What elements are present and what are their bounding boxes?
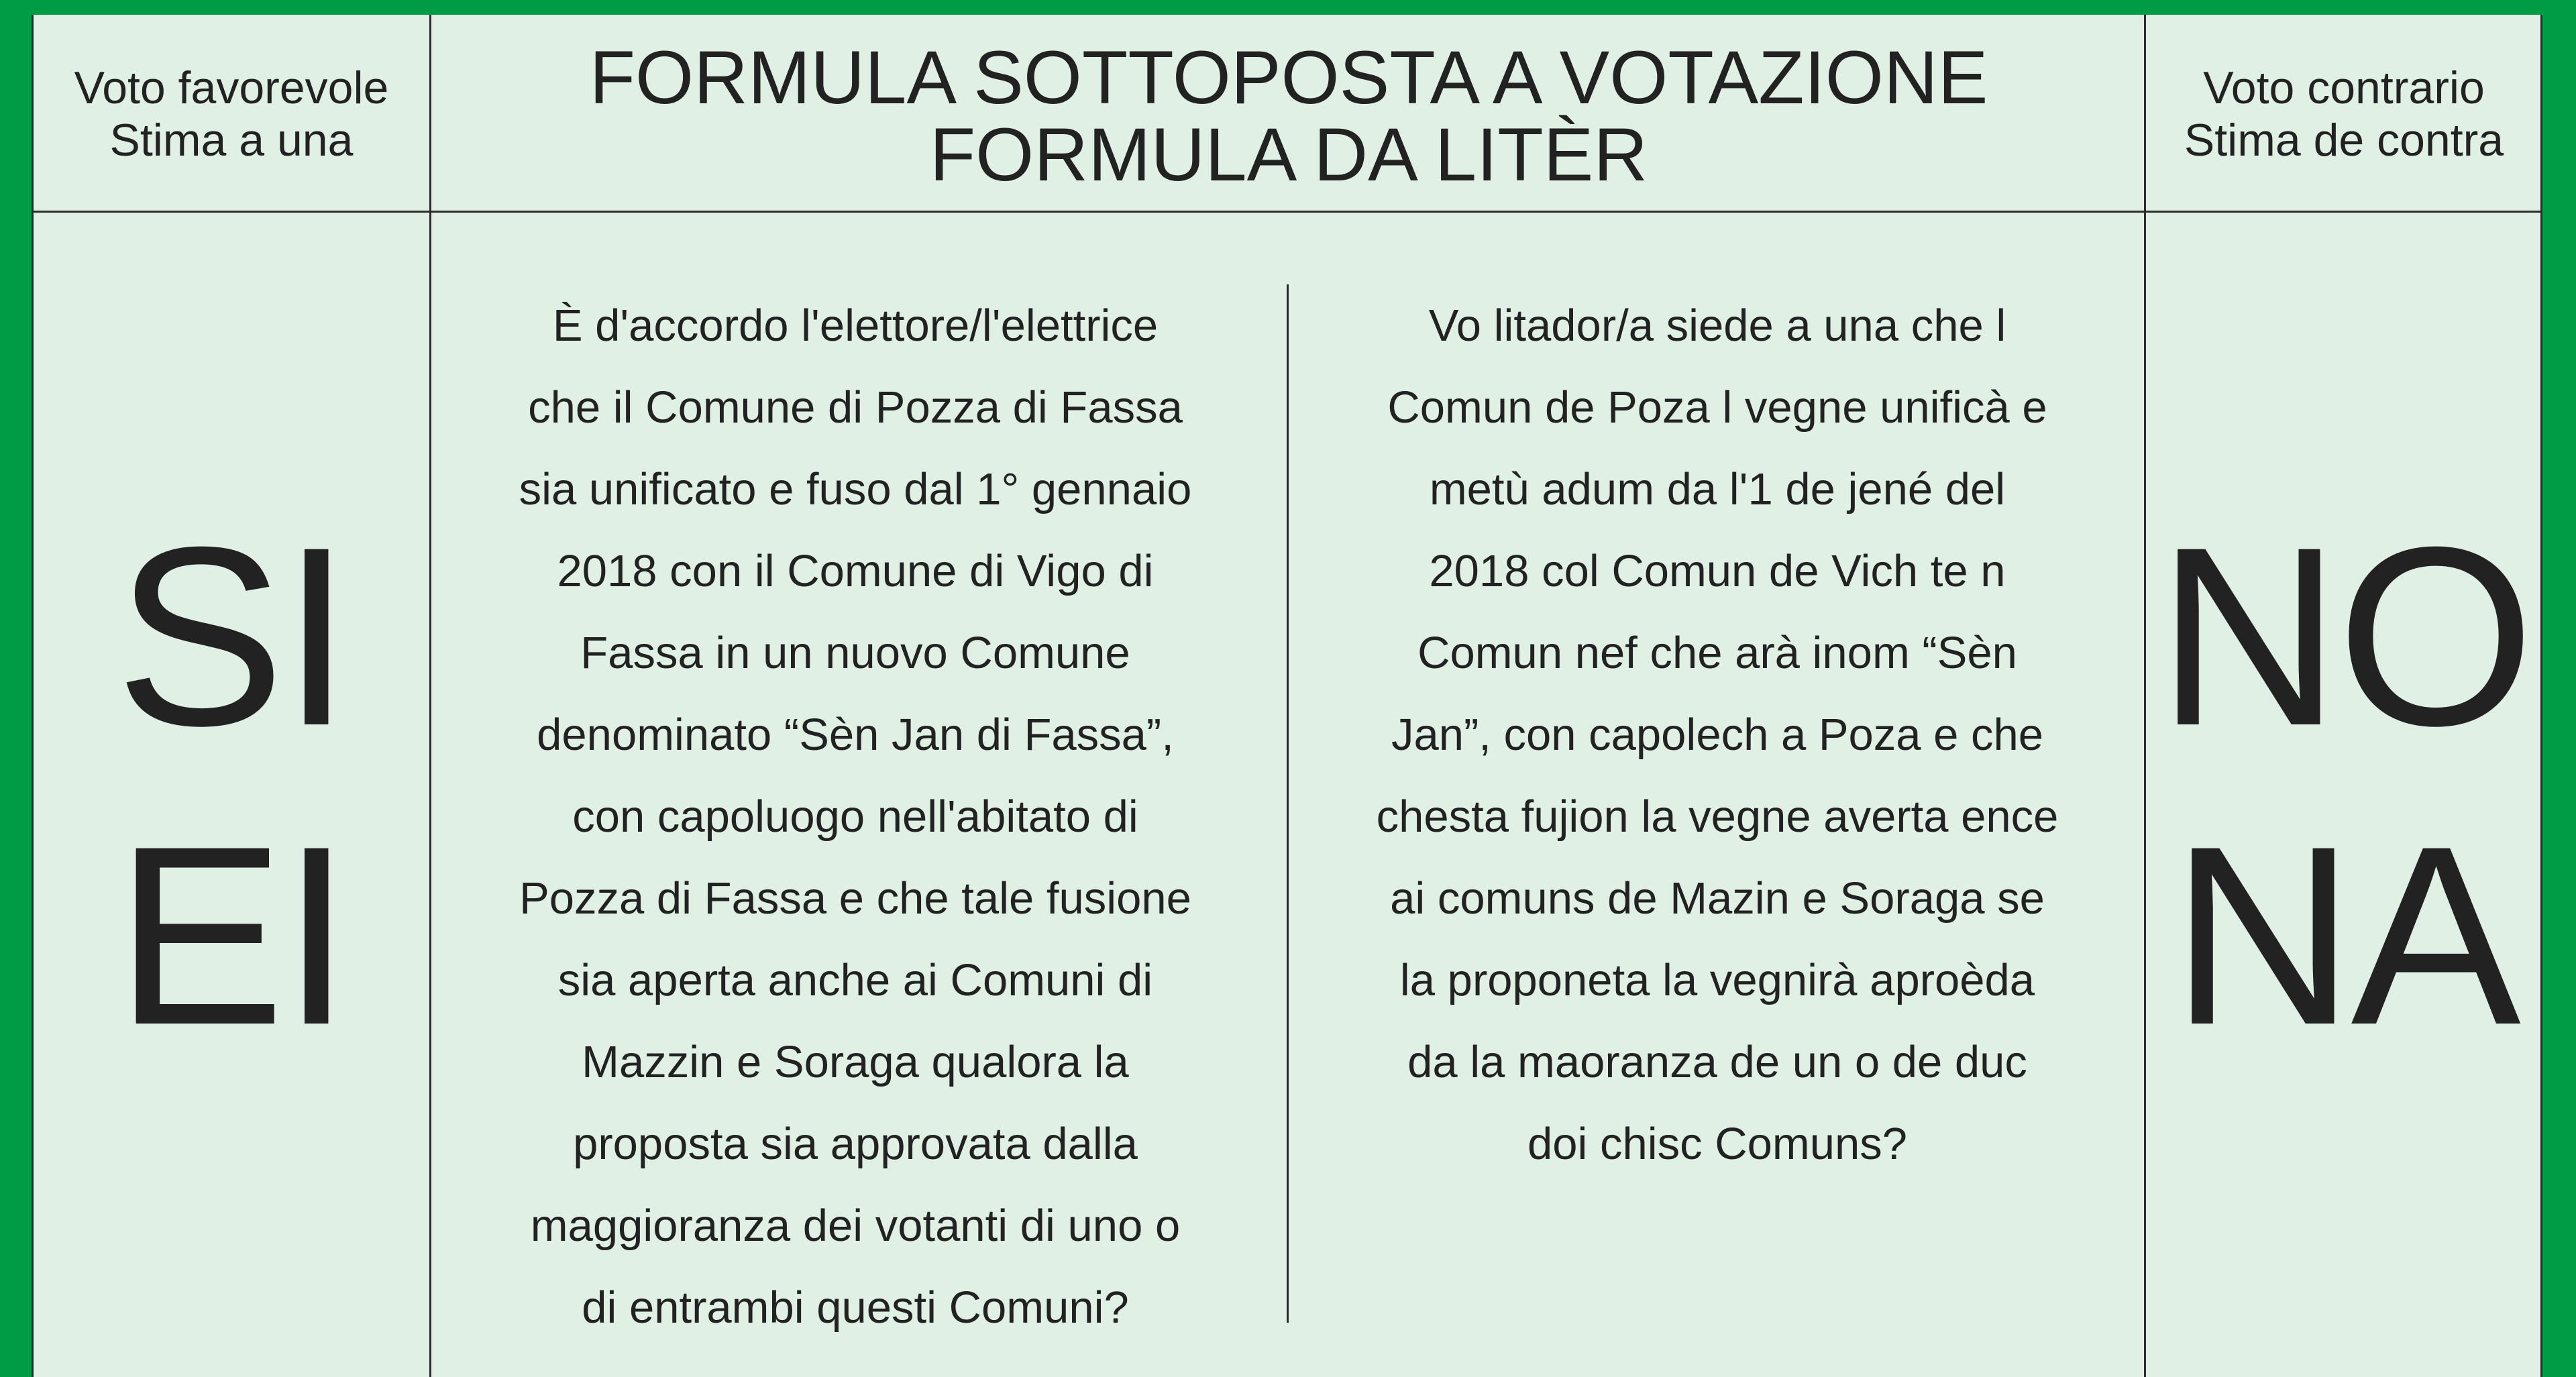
- question-line: È d'accordo l'elettore/l'elettrice: [552, 300, 1159, 351]
- question-line: Jan”, con capolech a Poza e che: [1391, 710, 2044, 760]
- question-line: Comun de Poza l vegne unificà e: [1387, 382, 2047, 433]
- referendum-ballot: [32, 15, 2542, 1377]
- question-line: ai comuns de Mazin e Soraga se: [1390, 873, 2045, 924]
- question-line: che il Comune di Pozza di Fassa: [528, 382, 1183, 433]
- question-line: denominato “Sèn Jan di Fassa”,: [537, 710, 1174, 760]
- question-line: di entrambi questi Comuni?: [582, 1282, 1129, 1333]
- question-line: 2018 col Comun de Vich te n: [1429, 546, 2006, 596]
- favorable-label-italian: Voto favorevole: [74, 62, 389, 113]
- question-line: sia unificato e fuso dal 1° gennaio: [519, 464, 1192, 514]
- favorable-label-ladin: Stima a una: [109, 115, 354, 166]
- question-line: maggioranza dei votanti di uno o: [530, 1201, 1181, 1251]
- question-line: metù adum da l'1 de jené del: [1429, 464, 2006, 514]
- question-line: sia aperta anche ai Comuni di: [557, 955, 1153, 1005]
- header-divider-line: [34, 211, 2540, 213]
- contrary-label-italian: Voto contrario: [2203, 62, 2485, 113]
- question-line: Comun nef che arà inom “Sèn: [1417, 628, 2017, 678]
- ballot-title: [431, 36, 2146, 197]
- contrary-label-ladin: Stima de contra: [2184, 115, 2504, 166]
- yes-option-italian[interactable]: SI: [115, 494, 348, 779]
- favorable-vote-header: [34, 62, 429, 166]
- contrary-vote-header: [2146, 62, 2542, 166]
- yes-option-ladin[interactable]: EI: [115, 793, 348, 1078]
- no-option-italian[interactable]: NO: [2157, 494, 2531, 779]
- question-line: proposta sia approvata dalla: [573, 1119, 1138, 1169]
- question-line: Mazzin e Soraga qualora la: [582, 1037, 1129, 1087]
- title-italian: FORMULA SOTTOPOSTA A VOTAZIONE: [589, 36, 1988, 119]
- question-line: Fassa in un nuovo Comune: [580, 628, 1130, 678]
- question-line: la proponeta la vegnirà aproèda: [1399, 955, 2035, 1005]
- title-ladin: FORMULA DA LITÈR: [929, 113, 1648, 197]
- left-column-line: [429, 15, 431, 1377]
- question-line: doi chisc Comuns?: [1527, 1119, 1908, 1169]
- question-line: da la maoranza de un o de duc: [1407, 1037, 2027, 1087]
- no-option-ladin[interactable]: NA: [2171, 793, 2517, 1078]
- question-line: con capoluogo nell'abitato di: [572, 791, 1138, 842]
- question-line: Pozza di Fassa e che tale fusione: [519, 873, 1191, 924]
- question-line: Vo litador/a siede a una che l: [1428, 300, 2006, 351]
- question-line: 2018 con il Comune di Vigo di: [557, 546, 1154, 596]
- question-line: chesta fujion la vegne averta ence: [1376, 791, 2059, 842]
- language-divider-line: [1287, 284, 1289, 1323]
- question-italian: [463, 285, 1248, 1349]
- question-ladin: [1322, 285, 2113, 1185]
